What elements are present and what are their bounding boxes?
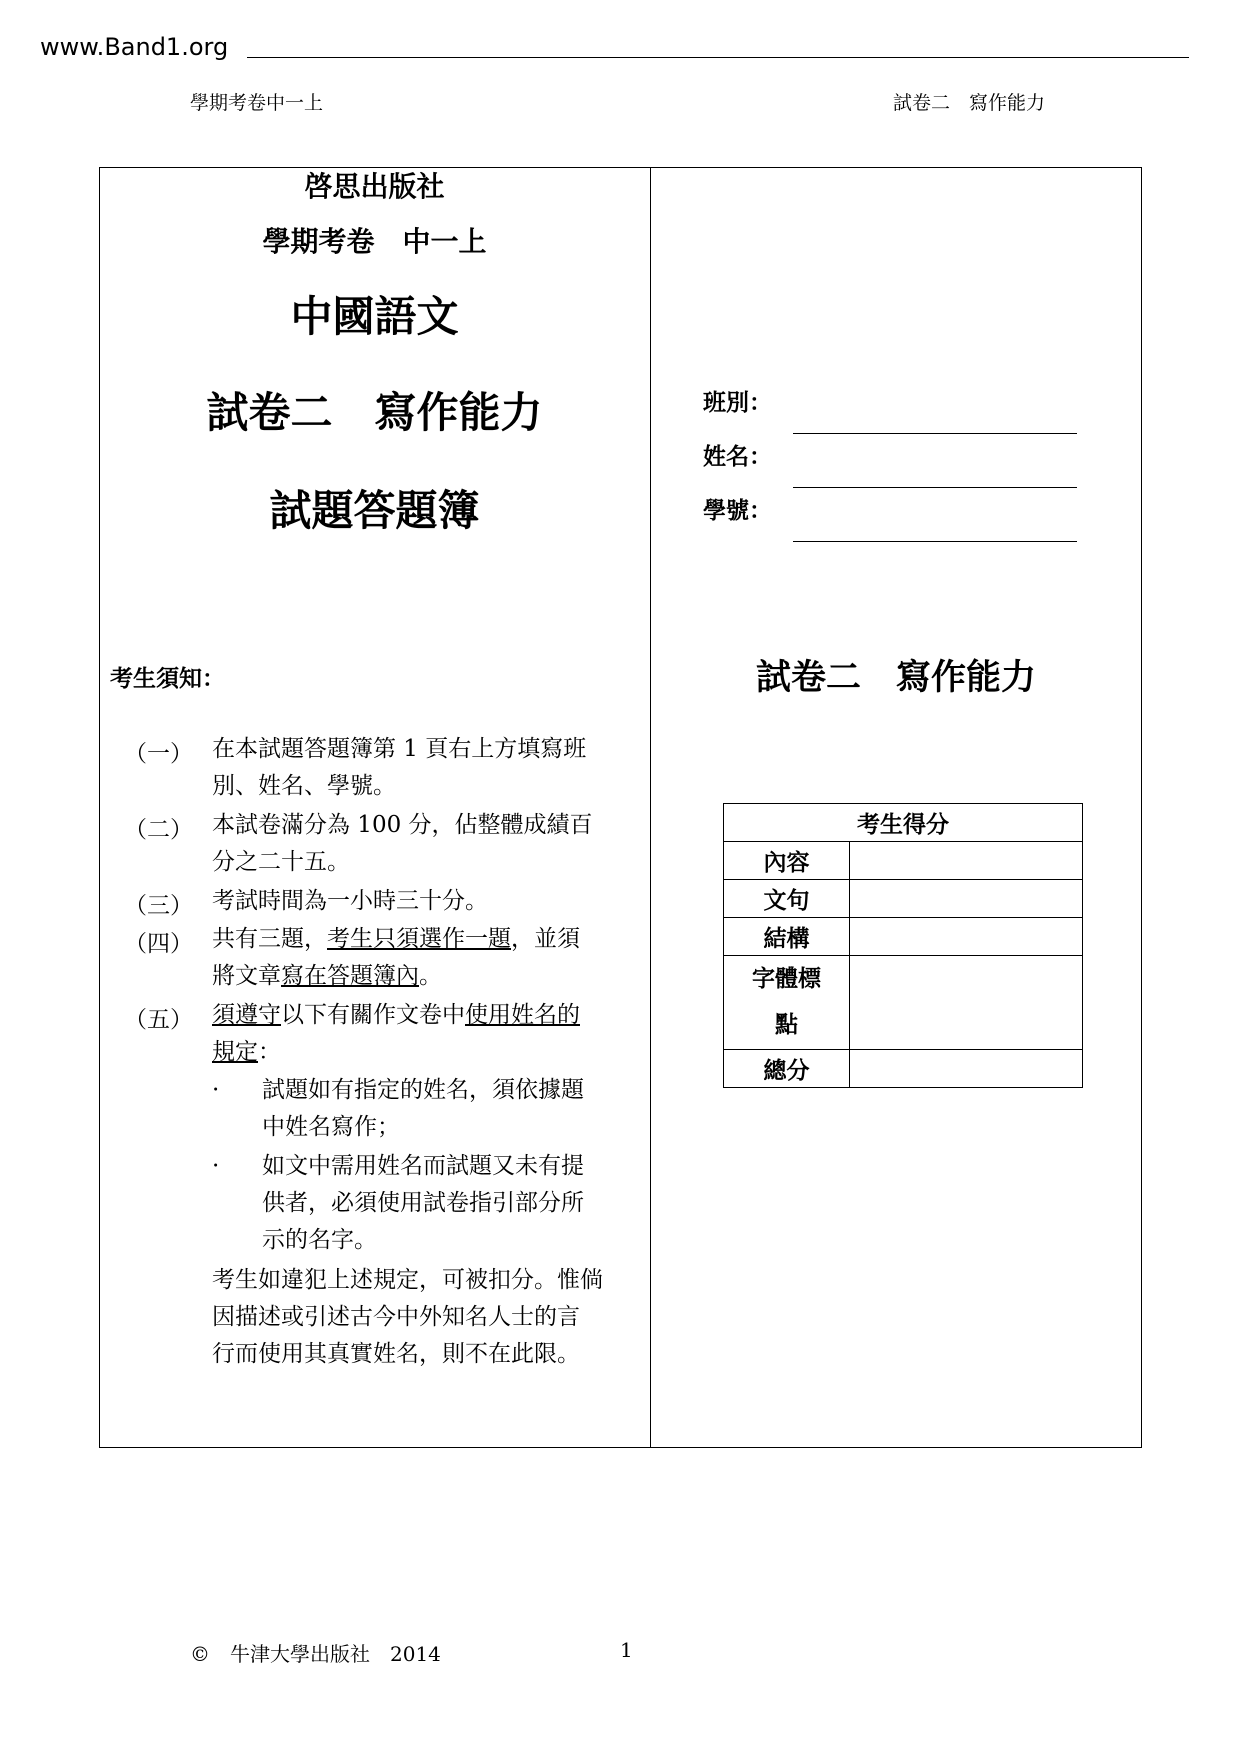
footer-copyright: © 牛津大學出版社 2014 <box>190 1642 441 1666</box>
subject-title: 中國語文 <box>290 292 459 341</box>
score-table-header: 考生得分 <box>724 804 1083 842</box>
score-row-label: 字體標 點 <box>724 956 850 1050</box>
header-left: 學期考卷中一上 <box>190 92 324 114</box>
score-total-label: 總分 <box>724 1050 850 1088</box>
site-url[interactable]: www.Band1.org <box>40 33 229 61</box>
score-row-label: 文句 <box>724 880 850 918</box>
score-table <box>723 803 1083 1088</box>
notice-number: （五） <box>124 1007 193 1033</box>
right-paper-title: 試卷二 寫作能力 <box>755 658 1036 698</box>
student-number-field[interactable] <box>793 541 1077 542</box>
score-cell[interactable] <box>850 956 1083 1050</box>
class-field[interactable] <box>793 433 1077 434</box>
notice-closing: 考生如違犯上述規定，可被扣分。惟倘 因描述或引述古今中外知名人士的言 行而使用其真實姓名，則不在此限。 <box>212 1267 603 1367</box>
student-number-label: 學號： <box>703 498 772 524</box>
bullet-mark: · <box>212 1077 220 1103</box>
page-number: 1 <box>620 1638 633 1662</box>
notice-number: （三） <box>124 893 193 919</box>
name-field[interactable] <box>793 487 1077 488</box>
notice-number: （二） <box>124 817 193 843</box>
score-cell[interactable] <box>850 880 1083 918</box>
publisher-name: 啓思出版社 <box>304 170 445 203</box>
score-row-label: 結構 <box>724 918 850 956</box>
paper-title: 試卷二 寫作能力 <box>206 388 543 437</box>
semester-title: 學期考卷 中一上 <box>262 225 487 258</box>
score-cell[interactable] <box>850 842 1083 880</box>
header-rule <box>247 57 1189 58</box>
class-label: 班別： <box>703 390 772 416</box>
notice-item: 在本試題答題簿第 1 頁右上方填寫班 別、姓名、學號。 <box>212 736 587 799</box>
cover-divider <box>650 167 651 1448</box>
score-cell[interactable] <box>850 918 1083 956</box>
notice-title: 考生須知： <box>110 666 225 692</box>
bullet-mark: · <box>212 1153 220 1179</box>
name-label: 姓名： <box>703 444 772 470</box>
notice-number: （四） <box>124 931 193 957</box>
score-row-label: 內容 <box>724 842 850 880</box>
booklet-title: 試題答題簿 <box>269 486 480 535</box>
notice-number: （一） <box>124 741 193 767</box>
notice-item: 須遵守以下有關作文卷中使用姓名的 規定： <box>212 1002 580 1065</box>
notice-item: 考試時間為一小時三十分。 <box>212 888 488 914</box>
notice-item: 本試卷滿分為 100 分，佔整體成績百 分之二十五。 <box>212 812 593 875</box>
bullet-item: 試題如有指定的姓名，須依據題 中姓名寫作； <box>262 1077 584 1140</box>
score-total-cell[interactable] <box>850 1050 1083 1088</box>
notice-item: 共有三題，考生只須選作一題，並須 將文章寫在答題簿內。 <box>212 926 580 989</box>
header-right: 試卷二 寫作能力 <box>893 92 1046 114</box>
bullet-item: 如文中需用姓名而試題又未有提 供者，必須使用試卷指引部分所 示的名字。 <box>262 1153 584 1253</box>
